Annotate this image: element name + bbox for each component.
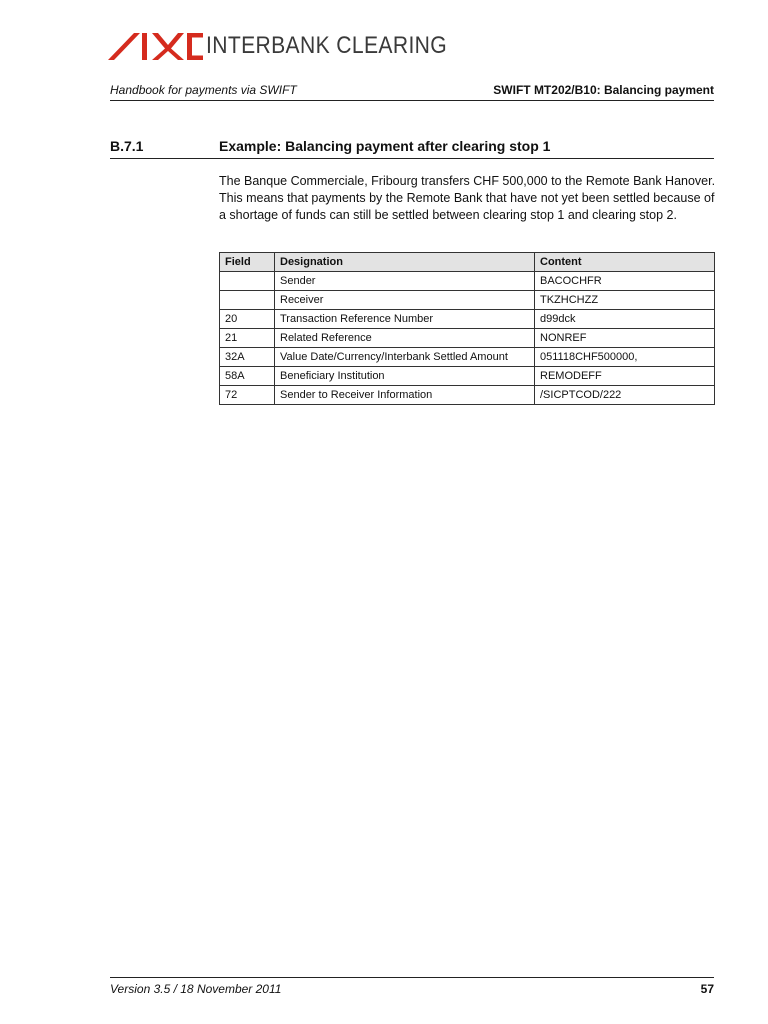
logo-text: INTERBANK CLEARING [206, 32, 448, 59]
cell-designation: Transaction Reference Number [275, 310, 535, 329]
cell-designation: Sender to Receiver Information [275, 386, 535, 405]
cell-field [220, 272, 275, 291]
column-header-designation: Designation [275, 253, 535, 272]
cell-field: 58A [220, 367, 275, 386]
cell-field [220, 291, 275, 310]
body-paragraph: The Banque Commerciale, Fribourg transfers CHF 500,000 to the Remote Bank Hanover. This means that payments by the Remote Bank that have not yet been settled because of a shortage of funds can still be settled between clearing stop 1 and clearing stop 2. [219, 174, 716, 222]
table-row [220, 348, 715, 367]
cell-content: /SICPTCOD/222 [535, 386, 715, 405]
table-row [220, 386, 715, 405]
body-text [219, 173, 719, 224]
cell-content: 051118CHF500000, [535, 348, 715, 367]
header-chapter-title: SWIFT MT202/B10: Balancing payment [493, 83, 714, 97]
message-fields-table [219, 252, 715, 405]
cell-field: 32A [220, 348, 275, 367]
header-document-title: Handbook for payments via SWIFT [110, 83, 297, 97]
page-footer [110, 977, 714, 996]
cell-content: NONREF [535, 329, 715, 348]
cell-designation: Receiver [275, 291, 535, 310]
section-title: Example: Balancing payment after clearing stop 1 [219, 138, 551, 154]
table-header-row [220, 253, 715, 272]
cell-designation: Beneficiary Institution [275, 367, 535, 386]
section-heading [110, 136, 714, 159]
cell-designation: Sender [275, 272, 535, 291]
cell-content: TKZHCHZZ [535, 291, 715, 310]
cell-content: REMODEFF [535, 367, 715, 386]
cell-designation: Value Date/Currency/Interbank Settled Amount [275, 348, 535, 367]
cell-content: BACOCHFR [535, 272, 715, 291]
running-header [110, 80, 714, 101]
cell-content: d99dck [535, 310, 715, 329]
six-logo [108, 28, 480, 64]
cell-field: 20 [220, 310, 275, 329]
page-number: 57 [700, 982, 714, 996]
footer-version: Version 3.5 / 18 November 2011 [110, 982, 282, 996]
table-row [220, 272, 715, 291]
cell-field: 72 [220, 386, 275, 405]
table-row [220, 310, 715, 329]
table-row [220, 367, 715, 386]
section-number: B.7.1 [110, 138, 144, 154]
column-header-field: Field [220, 253, 275, 272]
table-row [220, 329, 715, 348]
cell-designation: Related Reference [275, 329, 535, 348]
column-header-content: Content [535, 253, 715, 272]
six-logo-mark [108, 29, 204, 63]
table-row [220, 291, 715, 310]
cell-field: 21 [220, 329, 275, 348]
